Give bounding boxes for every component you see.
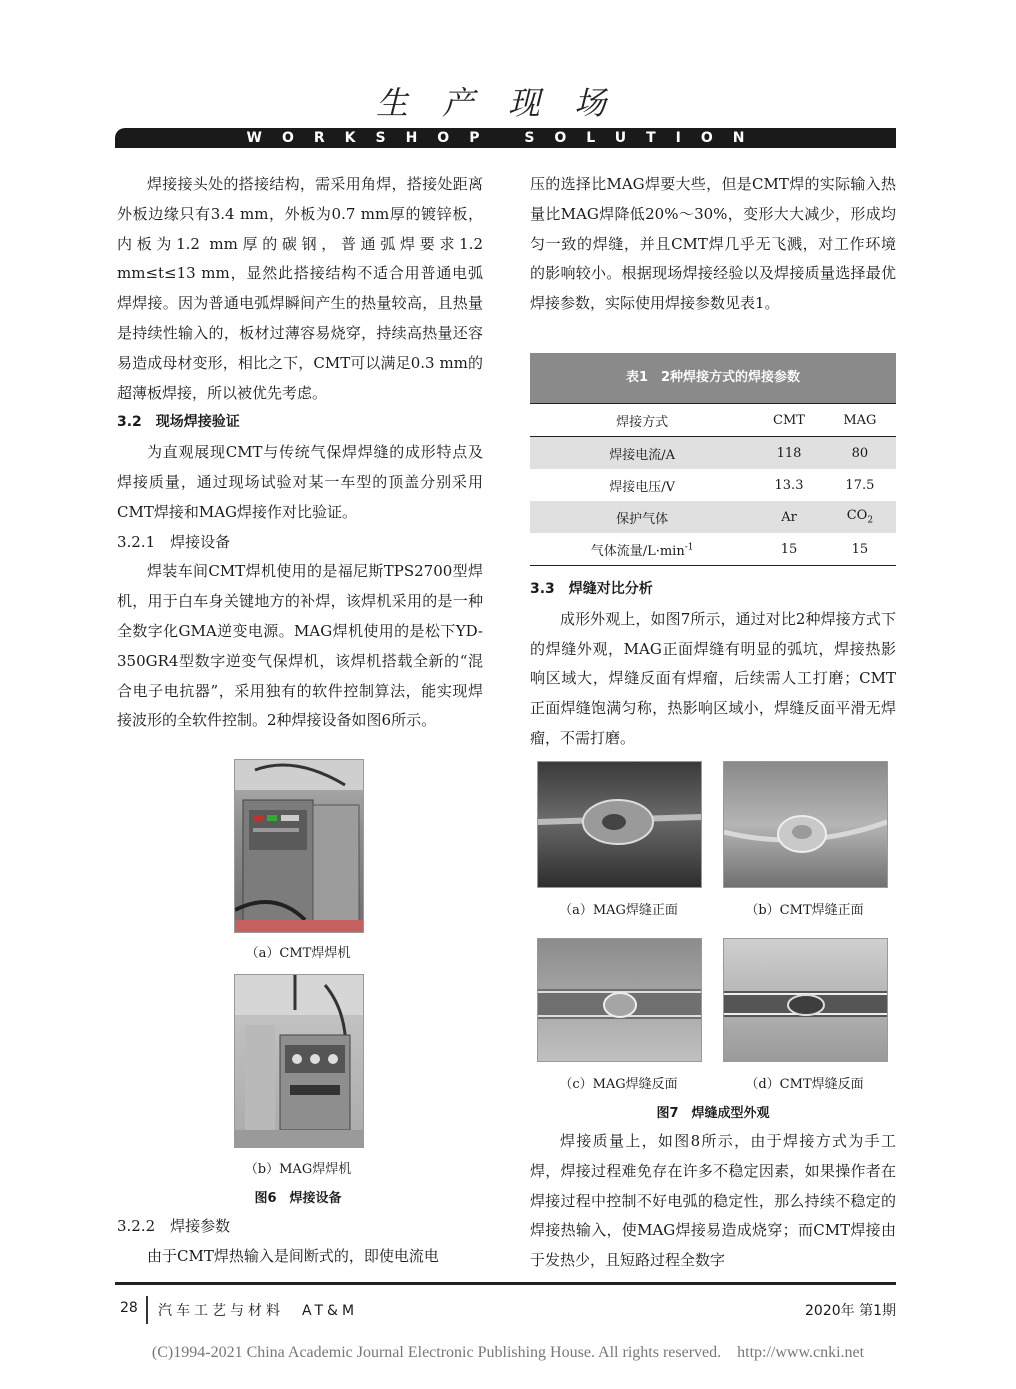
section-heading-3-3: 3.3 焊缝对比分析 xyxy=(530,581,653,597)
left-paragraph-4: 由于CMT焊热输入是间断式的，即使电流电 xyxy=(147,1246,439,1265)
table-cell: 15 xyxy=(754,533,824,566)
cmt-front-weld-image xyxy=(724,762,887,887)
table-cell: 保护气体 xyxy=(530,501,754,533)
left-paragraph-1: 焊接接头处的搭接结构，需采用角焊，搭接处距离外板边缘只有3.4 mm，外板为0.7 mm厚的镀锌板，内板为1.2 mm厚的碳钢，普通弧焊要求1.2 mm≤t≤13 mm，显然此搭接结构不适合用普通电弧焊焊接。因为普通电弧焊瞬间产生的热量较高，且热量是持续性输入的，板材过薄容易烧穿，持续高热量还容易造成母材变形，相比之下，CMT可以满足0.3 mm的超薄板焊接，所以被优先考虑。 xyxy=(117,175,483,402)
table-row xyxy=(530,501,896,533)
fig7c-caption: （c）MAG焊缝反面 xyxy=(559,1077,678,1092)
left-column xyxy=(117,170,483,736)
page-number: 28 xyxy=(120,1300,138,1316)
fig7d-cmt-back-photo xyxy=(723,938,888,1062)
fig6a-caption: （a）CMT焊焊机 xyxy=(245,946,351,961)
right-paragraph-1: 压的选择比MAG焊要大些，但是CMT焊的实际输入热量比MAG焊降低20%～30%，变形大大减少，形成均匀一致的焊缝，并且CMT焊几乎无飞溅，对工作环境的影响较小。根据现场焊接经验以及焊接质量选择最优焊接参数，实际使用焊接参数见表1。 xyxy=(530,175,896,313)
right-paragraph-3: 焊接质量上，如图8所示，由于焊接方式为手工焊，焊接过程难免存在许多不稳定因素，如果操作者在焊接过程中控制不好电弧的稳定性，那么持续不稳定的焊接热输入，使MAG焊接易造成烧穿；而CMT焊接由于发热少，且短路过程全数字 xyxy=(530,1132,896,1270)
fig7d-caption: （d）CMT焊缝反面 xyxy=(745,1077,864,1092)
table-row xyxy=(530,533,896,566)
table-cell xyxy=(824,501,896,533)
table-cell: 118 xyxy=(754,437,824,470)
table-cell: 焊接电流/A xyxy=(530,437,754,470)
right-column-bottom xyxy=(530,1127,896,1276)
left-paragraph-3: 焊装车间CMT焊机使用的是福尼斯TPS2700型焊机，用于白车身关键地方的补焊，该焊机采用的是一种全数字化GMA逆变电源。MAG焊机使用的是松下YD-350GR4型数字逆变气保焊机，该焊机搭载全新的“混合电子电抗器”，采用独有的软件控制算法，能实现焊接波形的全软件控制。2种焊接设备如图6所示。 xyxy=(117,562,483,730)
fig7b-cmt-front-photo xyxy=(723,761,888,888)
table-cell: 17.5 xyxy=(845,477,875,493)
cmt-back-weld-image xyxy=(724,939,887,1061)
table-cell: 焊接电压/V xyxy=(609,479,675,495)
issue-label: 2020年 第1期 xyxy=(805,1303,896,1319)
fig6a-cmt-welder-photo xyxy=(234,759,364,933)
fig7c-mag-back-photo xyxy=(537,938,702,1062)
fig6b-caption: （b）MAG焊焊机 xyxy=(244,1162,352,1177)
cmt-welder-image xyxy=(235,760,363,932)
right-paragraph-2: 成形外观上，如图7所示，通过对比2种焊接方式下的焊缝外观，MAG正面焊缝有明显的弧坑，焊接热影响区域大，焊缝反面有焊瘤，后续需人工打磨；CMT正面焊缝饱满匀称，热影响区域小，焊缝反面平滑无焊瘤，不需打磨。 xyxy=(530,609,896,747)
right-column-top xyxy=(530,170,896,319)
table-row xyxy=(530,469,896,501)
running-header-title: 生产现场 xyxy=(375,84,640,122)
table-row xyxy=(530,437,896,470)
fig6-title: 图6 焊接设备 xyxy=(254,1191,342,1206)
table-1 xyxy=(530,353,896,566)
footer-rule xyxy=(115,1282,896,1285)
co2-subscript: 2 xyxy=(867,515,874,526)
table-header-cell: CMT xyxy=(754,404,824,437)
copyright-notice: (C)1994-2021 China Academic Journal Electronic Publishing House. All rights reserved. http://www.cnki.net xyxy=(151,1344,865,1361)
table-header-cell: MAG xyxy=(824,404,896,437)
table-cell: 13.3 xyxy=(774,477,804,493)
co2-base: CO xyxy=(846,508,868,524)
left-paragraph-2: 为直观展现CMT与传统气保焊焊缝的成形特点及焊接质量，通过现场试验对某一车型的顶盖分别采用CMT焊接和MAG焊接作对比验证。 xyxy=(117,443,483,521)
table-cell: 15 xyxy=(824,533,896,566)
right-column-middle xyxy=(530,575,896,754)
table-1-title: 表1 2种焊接方式的焊接参数 xyxy=(530,353,896,403)
mag-front-weld-image xyxy=(538,762,701,887)
table-cell: 80 xyxy=(824,437,896,470)
table-header-row xyxy=(530,404,896,437)
left-column-tail xyxy=(117,1212,483,1272)
fig6b-mag-welder-photo xyxy=(234,974,364,1148)
flow-superscript: -1 xyxy=(684,542,694,553)
footer-separator xyxy=(146,1296,148,1324)
fig7-title: 图7 焊缝成型外观 xyxy=(656,1106,770,1121)
table-cell: Ar xyxy=(754,501,824,533)
mag-welder-image xyxy=(235,975,363,1147)
fig7a-caption: （a）MAG焊缝正面 xyxy=(559,903,678,918)
fig7b-caption: （b）CMT焊缝正面 xyxy=(745,903,864,918)
flow-label: 气体流量/L·min xyxy=(590,543,685,559)
table-header-cell: 焊接方式 xyxy=(530,404,754,437)
mag-back-weld-image xyxy=(538,939,701,1061)
section-heading-3-2-2: 3.2.2 焊接参数 xyxy=(117,1217,231,1235)
section-heading-3-2-1: 3.2.1 焊接设备 xyxy=(117,532,231,551)
section-heading-3-2: 3.2 现场焊接验证 xyxy=(117,414,240,431)
table-cell xyxy=(530,533,754,566)
fig7a-mag-front-photo xyxy=(537,761,702,888)
journal-name: 汽车工艺与材料 AT&M xyxy=(158,1303,359,1319)
running-header-subtitle: WORKSHOP SOLUTION xyxy=(246,130,765,146)
